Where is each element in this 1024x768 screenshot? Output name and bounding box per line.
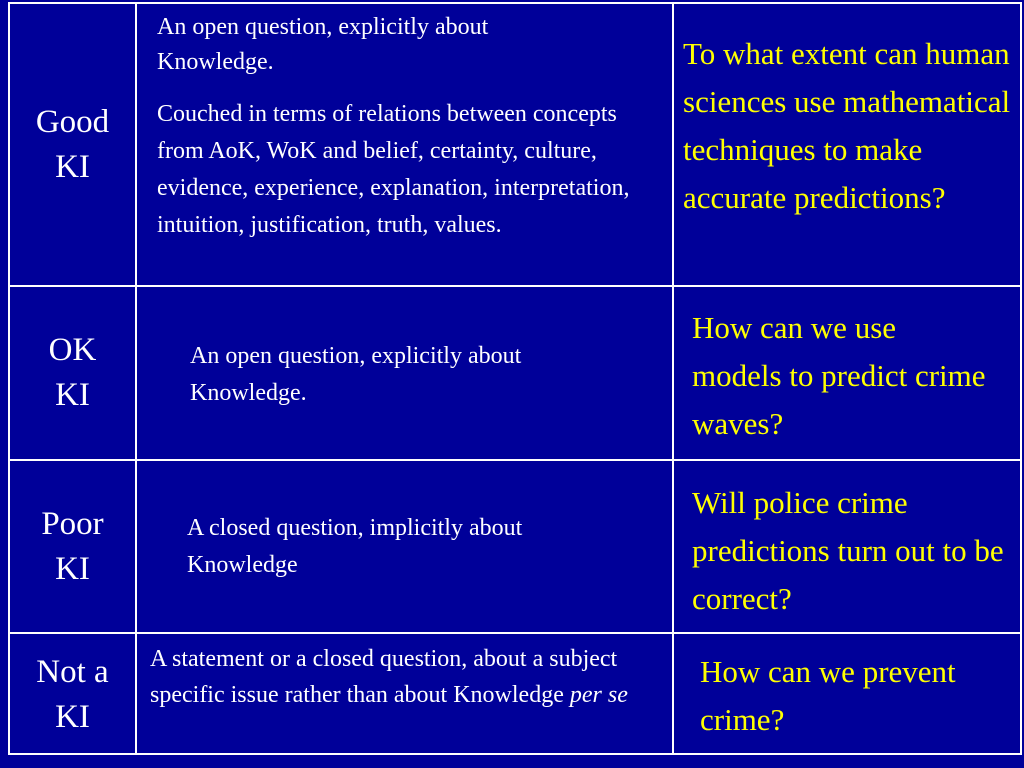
example-question: Will police crime predictions turn out to be correct? bbox=[692, 485, 1004, 616]
row-description-poor-ki bbox=[187, 510, 637, 584]
row-label-line2: KI bbox=[55, 149, 90, 185]
row-label-line1: Good bbox=[35, 104, 110, 140]
description-text: A closed question, implicitly about Knowledge bbox=[187, 515, 523, 578]
grid-col-divider-1 bbox=[135, 2, 137, 755]
row-example-good-ki bbox=[683, 30, 1023, 222]
row-description-ok-ki bbox=[190, 338, 630, 412]
grid-row-divider-1 bbox=[8, 285, 1022, 287]
row-label-ok-ki bbox=[10, 328, 135, 418]
grid-border-bottom bbox=[8, 753, 1022, 755]
row-label-line2: KI bbox=[55, 377, 90, 413]
row-label-poor-ki bbox=[10, 502, 135, 592]
row-label-not-a-ki bbox=[10, 650, 135, 740]
grid-border-top bbox=[8, 2, 1022, 4]
row-label-line2: KI bbox=[55, 699, 90, 735]
row-description-good-ki bbox=[157, 10, 665, 244]
description-emphasis: per se bbox=[569, 682, 628, 708]
grid-row-divider-3 bbox=[8, 632, 1022, 634]
row-label-line2: KI bbox=[55, 551, 90, 587]
row-label-line1: Not a bbox=[36, 654, 109, 690]
description-text: An open question, explicitly about Knowledge. bbox=[190, 343, 522, 406]
grid-row-divider-2 bbox=[8, 459, 1022, 461]
description-text: A statement or a closed question, about a subject specific issue rather than about Knowledge bbox=[150, 646, 618, 708]
description-paragraph: An open question, explicitly about Knowledge. bbox=[157, 14, 489, 75]
row-example-poor-ki bbox=[692, 479, 1012, 623]
row-label-good-ki bbox=[10, 100, 135, 190]
row-label-line1: Poor bbox=[41, 506, 104, 542]
grid-col-divider-2 bbox=[672, 2, 674, 755]
example-question: How can we prevent crime? bbox=[700, 654, 956, 737]
row-description-not-a-ki bbox=[150, 641, 668, 713]
example-question: To what extent can human sciences use mathematical techniques to make accurate predictions? bbox=[683, 36, 1011, 215]
row-example-not-a-ki bbox=[700, 648, 960, 744]
example-question: How can we use models to predict crime waves? bbox=[692, 310, 986, 441]
row-label-line1: OK bbox=[48, 332, 97, 368]
row-example-ok-ki bbox=[692, 304, 992, 448]
description-paragraph: Couched in terms of relations between concepts from AoK, WoK and belief, certainty, culture, evidence, experience, explanation, interpretation, intuition, justification, truth, values. bbox=[157, 101, 630, 238]
